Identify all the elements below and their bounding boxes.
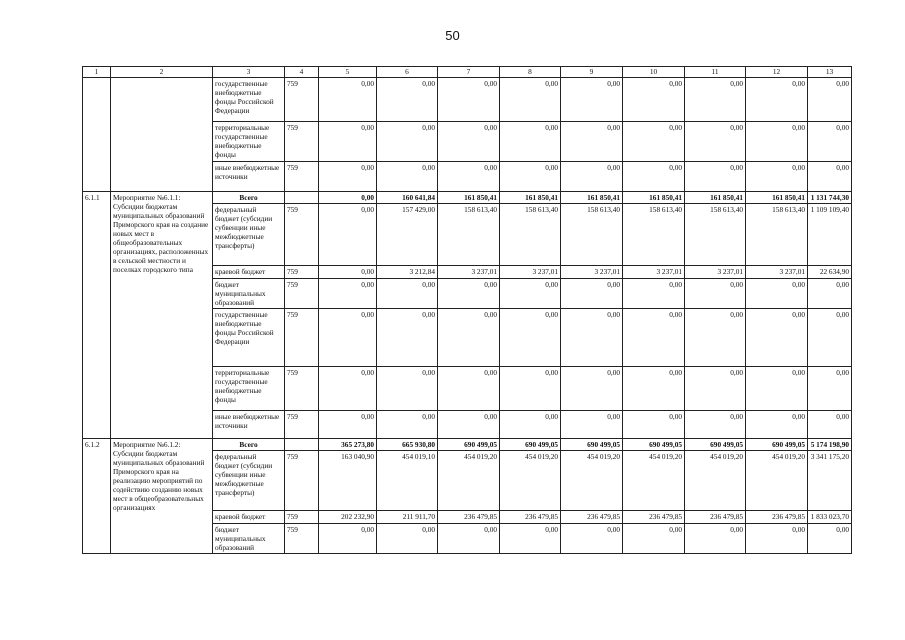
amount-cell: 161 850,41 — [685, 192, 746, 204]
column-header: 1 — [83, 67, 111, 78]
amount-cell: 0,00 — [319, 367, 377, 411]
amount-cell: 454 019,10 — [377, 451, 438, 511]
amount-cell: 454 019,20 — [746, 451, 808, 511]
budget-code: 759 — [285, 451, 319, 511]
funding-source: государственные внебюджетные фонды Российской Федерации — [213, 78, 285, 122]
amount-cell: 0,00 — [623, 78, 685, 122]
amount-cell: 454 019,20 — [438, 451, 500, 511]
amount-cell: 0,00 — [377, 411, 438, 439]
amount-cell: 690 499,05 — [500, 439, 561, 451]
amount-cell: 0,00 — [746, 279, 808, 309]
amount-cell: 3 237,01 — [500, 266, 561, 279]
column-header: 11 — [685, 67, 746, 78]
amount-cell: 0,00 — [808, 279, 852, 309]
table-row — [83, 439, 852, 451]
column-header: 8 — [500, 67, 561, 78]
amount-cell: 3 237,01 — [561, 266, 623, 279]
amount-cell: 0,00 — [685, 309, 746, 367]
amount-cell: 236 479,85 — [685, 511, 746, 524]
amount-cell: 157 429,00 — [377, 204, 438, 266]
amount-cell: 0,00 — [685, 78, 746, 122]
amount-cell: 0,00 — [623, 367, 685, 411]
amount-cell: 0,00 — [561, 367, 623, 411]
amount-cell: 0,00 — [623, 122, 685, 162]
budget-code: 759 — [285, 122, 319, 162]
amount-cell: 0,00 — [808, 411, 852, 439]
measure-number: 6.1.1 — [83, 192, 111, 439]
amount-cell: 3 341 175,20 — [808, 451, 852, 511]
amount-cell: 0,00 — [438, 367, 500, 411]
amount-cell: 3 237,01 — [438, 266, 500, 279]
column-header: 2 — [111, 67, 213, 78]
budget-table — [82, 66, 852, 554]
amount-cell: 0,00 — [808, 367, 852, 411]
amount-cell: 0,00 — [685, 524, 746, 554]
amount-cell: 0,00 — [319, 279, 377, 309]
funding-source: иные внебюджетные источники — [213, 162, 285, 192]
amount-cell: 161 850,41 — [438, 192, 500, 204]
column-header: 9 — [561, 67, 623, 78]
amount-cell: 0,00 — [808, 122, 852, 162]
amount-cell: 0,00 — [623, 524, 685, 554]
column-header: 3 — [213, 67, 285, 78]
amount-cell: 0,00 — [808, 162, 852, 192]
amount-cell: 161 850,41 — [561, 192, 623, 204]
column-header: 5 — [319, 67, 377, 78]
budget-code — [285, 192, 319, 204]
amount-cell: 0,00 — [438, 122, 500, 162]
amount-cell: 0,00 — [746, 411, 808, 439]
amount-cell: 236 479,85 — [438, 511, 500, 524]
amount-cell: 0,00 — [438, 411, 500, 439]
funding-source: иные внебюджетные источники — [213, 411, 285, 439]
amount-cell: 0,00 — [377, 78, 438, 122]
amount-cell: 0,00 — [623, 162, 685, 192]
amount-cell: 0,00 — [438, 162, 500, 192]
column-header: 6 — [377, 67, 438, 78]
amount-cell: 158 613,40 — [685, 204, 746, 266]
amount-cell: 236 479,85 — [500, 511, 561, 524]
amount-cell: 0,00 — [319, 524, 377, 554]
amount-cell: 0,00 — [500, 367, 561, 411]
amount-cell: 0,00 — [319, 192, 377, 204]
amount-cell: 454 019,20 — [561, 451, 623, 511]
amount-cell: 0,00 — [685, 411, 746, 439]
amount-cell: 3 237,01 — [746, 266, 808, 279]
amount-cell: 0,00 — [500, 524, 561, 554]
amount-cell: 1 833 023,70 — [808, 511, 852, 524]
table-row — [83, 78, 852, 122]
budget-code: 759 — [285, 266, 319, 279]
amount-cell: 0,00 — [500, 279, 561, 309]
amount-cell: 0,00 — [500, 309, 561, 367]
amount-cell: 0,00 — [561, 524, 623, 554]
amount-cell: 202 232,90 — [319, 511, 377, 524]
amount-cell: 0,00 — [746, 162, 808, 192]
amount-cell: 690 499,05 — [746, 439, 808, 451]
amount-cell: 236 479,85 — [623, 511, 685, 524]
amount-cell: 0,00 — [561, 78, 623, 122]
amount-cell: 0,00 — [561, 309, 623, 367]
amount-cell: 0,00 — [808, 78, 852, 122]
measure-title: Мероприятие №6.1.2: Субсидии бюджетам муниципальных образований Приморского края на реализацию мероприятий по содействию созданию новых мест в общеобразовательных организациях — [111, 439, 213, 554]
column-header: 4 — [285, 67, 319, 78]
amount-cell: 5 174 198,90 — [808, 439, 852, 451]
column-header: 12 — [746, 67, 808, 78]
page-number: 50 — [445, 28, 460, 43]
amount-cell: 0,00 — [438, 524, 500, 554]
amount-cell: 0,00 — [377, 309, 438, 367]
amount-cell: 163 040,90 — [319, 451, 377, 511]
amount-cell: 0,00 — [319, 411, 377, 439]
column-header-row — [83, 67, 852, 78]
amount-cell: 0,00 — [746, 309, 808, 367]
amount-cell: 0,00 — [438, 279, 500, 309]
amount-cell: 0,00 — [623, 309, 685, 367]
amount-cell: 0,00 — [500, 78, 561, 122]
funding-source: государственные внебюджетные фонды Российской Федерации — [213, 309, 285, 367]
amount-cell: 0,00 — [500, 411, 561, 439]
amount-cell: 454 019,20 — [623, 451, 685, 511]
amount-cell: 0,00 — [746, 122, 808, 162]
amount-cell: 0,00 — [685, 162, 746, 192]
funding-source: Всего — [213, 439, 285, 451]
amount-cell: 0,00 — [377, 122, 438, 162]
amount-cell: 1 131 744,30 — [808, 192, 852, 204]
amount-cell: 0,00 — [319, 122, 377, 162]
funding-source: краевой бюджет — [213, 511, 285, 524]
budget-code: 759 — [285, 279, 319, 309]
amount-cell: 365 273,80 — [319, 439, 377, 451]
amount-cell: 158 613,40 — [438, 204, 500, 266]
funding-source: территориальные государственные внебюджетные фонды — [213, 367, 285, 411]
funding-source: Всего — [213, 192, 285, 204]
amount-cell: 0,00 — [808, 524, 852, 554]
amount-cell: 0,00 — [377, 162, 438, 192]
amount-cell: 0,00 — [808, 309, 852, 367]
budget-code — [285, 439, 319, 451]
amount-cell: 0,00 — [746, 78, 808, 122]
column-header: 13 — [808, 67, 852, 78]
budget-code: 759 — [285, 162, 319, 192]
amount-cell: 161 850,41 — [500, 192, 561, 204]
budget-code: 759 — [285, 78, 319, 122]
amount-cell: 3 237,01 — [623, 266, 685, 279]
amount-cell: 690 499,05 — [438, 439, 500, 451]
table-row — [83, 192, 852, 204]
amount-cell: 0,00 — [438, 309, 500, 367]
measure-number — [83, 78, 111, 192]
amount-cell: 158 613,40 — [623, 204, 685, 266]
amount-cell: 454 019,20 — [500, 451, 561, 511]
amount-cell: 0,00 — [561, 411, 623, 439]
budget-code: 759 — [285, 204, 319, 266]
amount-cell: 0,00 — [438, 78, 500, 122]
amount-cell: 690 499,05 — [685, 439, 746, 451]
amount-cell: 0,00 — [319, 204, 377, 266]
amount-cell: 22 634,90 — [808, 266, 852, 279]
amount-cell: 665 930,80 — [377, 439, 438, 451]
budget-code: 759 — [285, 524, 319, 554]
amount-cell: 0,00 — [623, 279, 685, 309]
amount-cell: 236 479,85 — [746, 511, 808, 524]
amount-cell: 454 019,20 — [685, 451, 746, 511]
amount-cell: 161 850,41 — [746, 192, 808, 204]
amount-cell: 158 613,40 — [561, 204, 623, 266]
amount-cell: 3 212,84 — [377, 266, 438, 279]
measure-number: 6.1.2 — [83, 439, 111, 554]
amount-cell: 0,00 — [685, 367, 746, 411]
funding-source: федеральный бюджет (субсидии субвенции иные межбюджетные трансферты) — [213, 204, 285, 266]
amount-cell: 158 613,40 — [500, 204, 561, 266]
amount-cell: 0,00 — [377, 367, 438, 411]
column-header: 10 — [623, 67, 685, 78]
amount-cell: 0,00 — [561, 279, 623, 309]
amount-cell: 161 850,41 — [623, 192, 685, 204]
amount-cell: 211 911,70 — [377, 511, 438, 524]
amount-cell: 0,00 — [319, 78, 377, 122]
funding-source: бюджет муниципальных образований — [213, 279, 285, 309]
amount-cell: 160 641,84 — [377, 192, 438, 204]
amount-cell: 0,00 — [500, 162, 561, 192]
amount-cell: 158 613,40 — [746, 204, 808, 266]
amount-cell: 0,00 — [377, 279, 438, 309]
budget-code: 759 — [285, 411, 319, 439]
amount-cell: 0,00 — [685, 279, 746, 309]
amount-cell: 0,00 — [377, 524, 438, 554]
amount-cell: 0,00 — [319, 309, 377, 367]
budget-code: 759 — [285, 309, 319, 367]
amount-cell: 0,00 — [746, 524, 808, 554]
measure-title: Мероприятие №6.1.1: Субсидии бюджетам муниципальных образований Приморского края на создание новых мест в общеобразовательных организациях, расположенных в сельской местности и поселках городского типа — [111, 192, 213, 439]
amount-cell: 236 479,85 — [561, 511, 623, 524]
amount-cell: 0,00 — [500, 122, 561, 162]
amount-cell: 690 499,05 — [561, 439, 623, 451]
funding-source: краевой бюджет — [213, 266, 285, 279]
funding-source: федеральный бюджет (субсидии субвенции иные межбюджетные трансферты) — [213, 451, 285, 511]
amount-cell: 0,00 — [319, 162, 377, 192]
amount-cell: 0,00 — [623, 411, 685, 439]
amount-cell: 690 499,05 — [623, 439, 685, 451]
amount-cell: 0,00 — [561, 122, 623, 162]
funding-source: бюджет муниципальных образований — [213, 524, 285, 554]
column-header: 7 — [438, 67, 500, 78]
measure-title — [111, 78, 213, 192]
amount-cell: 1 109 109,40 — [808, 204, 852, 266]
budget-code: 759 — [285, 511, 319, 524]
amount-cell: 0,00 — [319, 266, 377, 279]
budget-code: 759 — [285, 367, 319, 411]
funding-source: территориальные государственные внебюджетные фонды — [213, 122, 285, 162]
amount-cell: 3 237,01 — [685, 266, 746, 279]
amount-cell: 0,00 — [561, 162, 623, 192]
amount-cell: 0,00 — [685, 122, 746, 162]
amount-cell: 0,00 — [746, 367, 808, 411]
